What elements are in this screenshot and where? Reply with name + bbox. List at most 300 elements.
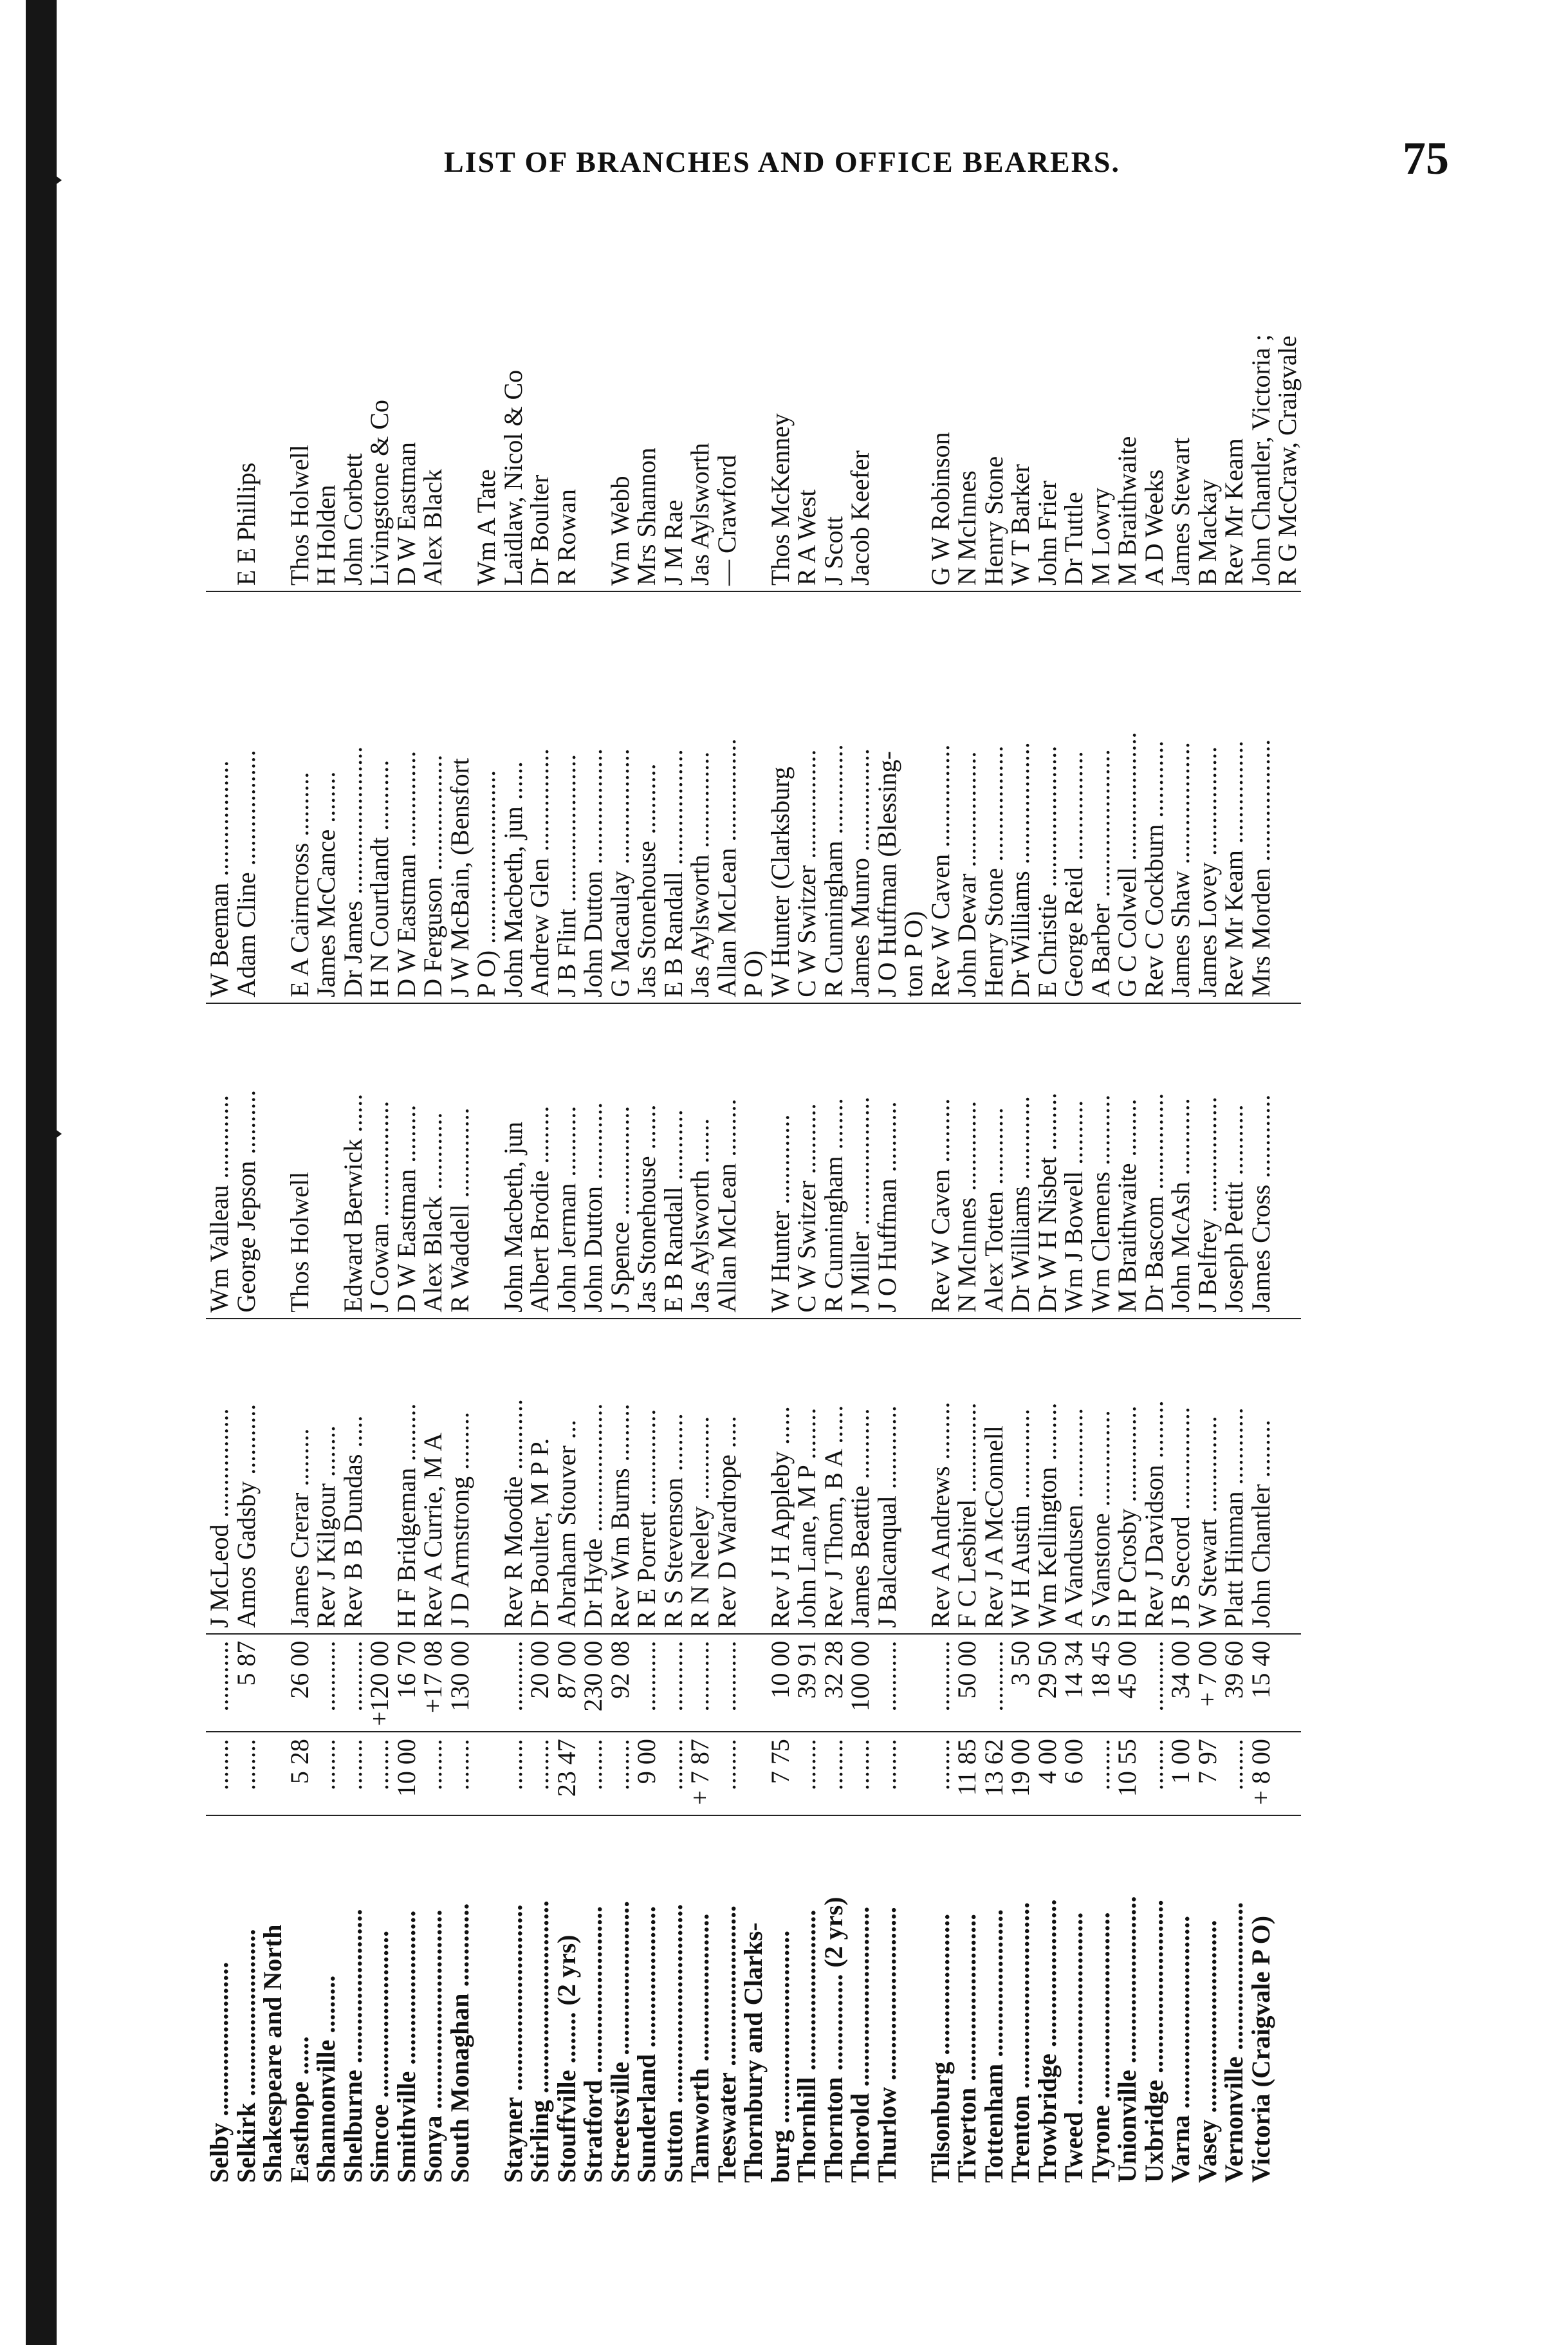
balance-cell: 23 47 xyxy=(553,1732,580,1815)
branch-name: Trowbridge ....................... xyxy=(1032,1899,1062,2183)
table-row xyxy=(607,257,634,2188)
contribution-cell: 10 00 xyxy=(767,1634,794,1732)
president-cell: Rev D Wardrope ..... xyxy=(714,1319,741,1634)
secretary-cell: J Miller .................... xyxy=(847,1003,874,1319)
contribution-cell xyxy=(473,1634,500,1732)
colporteur-cell: R A West xyxy=(793,257,820,591)
contribution-cell: 3 50 xyxy=(1007,1634,1034,1732)
contribution-cell: ........... xyxy=(687,1634,714,1732)
colporteur-cell: Thos Holwell xyxy=(286,257,313,591)
president-cell: Rev J A McConnell xyxy=(981,1319,1008,1634)
table-row xyxy=(206,257,233,2188)
secretary-cell: James Cross ............. xyxy=(1248,1003,1275,1319)
secretary-cell: Wm J Bowell .......... xyxy=(1060,1003,1087,1319)
contribution-cell: +17 08 xyxy=(420,1634,447,1732)
branch-name: Thornhill ......................... xyxy=(792,1909,821,2183)
table-row xyxy=(1194,257,1221,2188)
branch-name: Stayner ............................. xyxy=(498,1904,528,2183)
president-cell: Rev Wm Burns ......... xyxy=(607,1319,634,1634)
colporteur-cell: Laidlaw, Nicol & Co xyxy=(500,257,527,591)
contribution-cell xyxy=(900,1634,927,1732)
depositary-cell: W Beeman .................. xyxy=(206,591,233,1003)
depositary-cell xyxy=(1274,591,1301,1003)
depositary-cell: Jas Aylsworth ............... xyxy=(687,591,714,1003)
secretary-cell: Dr Williams ............. xyxy=(1007,1003,1034,1319)
president-cell: J B Secord ................ xyxy=(1167,1319,1194,1634)
branch-name: Selby ........................ xyxy=(205,1961,234,2183)
colporteur-cell: — Crawford xyxy=(714,257,741,591)
secretary-cell: Alex Black ............ xyxy=(420,1003,447,1319)
president-cell: Rev R Moodie ........... xyxy=(500,1319,527,1634)
branch-name: Tweed .............................. xyxy=(1059,1912,1088,2183)
contribution-cell: ........... xyxy=(313,1634,340,1732)
secretary-cell: Allan McLean ......... xyxy=(714,1003,741,1319)
branch-name: Stratford .......................... xyxy=(578,1906,607,2183)
contribution-cell: 14 34 xyxy=(1060,1634,1087,1732)
table-row xyxy=(313,257,340,2188)
table-row xyxy=(981,257,1008,2188)
colporteur-cell: W T Barker xyxy=(1007,257,1034,591)
colporteur-cell: Wm Webb xyxy=(607,257,634,591)
colporteur-cell xyxy=(900,257,927,591)
depositary-cell: D Ferguson .................. xyxy=(420,591,447,1003)
president-cell: Rev J H Appleby ...... xyxy=(767,1319,794,1634)
depositary-cell: J O Huffman (Blessing- xyxy=(874,591,901,1003)
contribution-cell: 15 40 xyxy=(1248,1634,1275,1732)
depositary-cell: E B Randall .................. xyxy=(660,591,687,1003)
branch-name: Thornbury and Clarks- xyxy=(739,1922,768,2183)
president-cell: Amos Gadsby ........... xyxy=(233,1319,260,1634)
table-row xyxy=(233,257,260,2188)
colporteur-cell xyxy=(447,257,474,591)
page-number: 75 xyxy=(1403,133,1449,184)
table-row xyxy=(847,257,874,2188)
binding-margin xyxy=(26,0,57,2345)
president-cell: John Chantler ......... xyxy=(1248,1319,1275,1634)
president-cell xyxy=(900,1319,927,1634)
secretary-cell: N McInnes .............. xyxy=(954,1003,981,1319)
president-cell: Rev A Andrews ......... xyxy=(927,1319,954,1634)
secretary-cell: John Jerman ........... xyxy=(553,1003,580,1319)
contribution-cell: ........... xyxy=(874,1634,901,1732)
branch-name xyxy=(900,1815,927,2188)
depositary-cell: Adam Cline .................. xyxy=(233,591,260,1003)
colporteur-cell xyxy=(874,257,901,591)
branch-name: Tottenham ....................... xyxy=(979,1909,1008,2183)
contribution-cell: 130 00 xyxy=(447,1634,474,1732)
depositary-cell: J B Flint ....................... xyxy=(553,591,580,1003)
table-row xyxy=(714,257,741,2188)
branches-table-body xyxy=(206,257,1301,2188)
colporteur-cell: Jas Aylsworth xyxy=(687,257,714,591)
branch-name: Sutton ............................... xyxy=(658,1904,688,2183)
branch-name: Unionville .......................... xyxy=(1112,1896,1141,2183)
balance-cell: ........ xyxy=(313,1732,340,1815)
balance-cell: 5 28 xyxy=(286,1732,313,1815)
balance-cell: 7 97 xyxy=(1194,1732,1221,1815)
table-row xyxy=(366,257,393,2188)
contribution-cell: 32 28 xyxy=(820,1634,847,1732)
balance-cell: ........ xyxy=(420,1732,447,1815)
balance-cell: 4 00 xyxy=(1034,1732,1061,1815)
secretary-cell: Albert Brodie ......... xyxy=(526,1003,553,1319)
branch-name: Streetsville ........................ xyxy=(605,1900,634,2183)
balance-cell: 11 85 xyxy=(954,1732,981,1815)
president-cell: John Lane, M P ........ xyxy=(793,1319,820,1634)
secretary-cell: George Jepson .......... xyxy=(233,1003,260,1319)
secretary-cell xyxy=(740,1003,767,1319)
depositary-cell: G C Colwell .................... xyxy=(1114,591,1141,1003)
contribution-cell: +120 00 xyxy=(366,1634,393,1732)
president-cell: H F Bridgeman ......... xyxy=(393,1319,420,1634)
branch-name xyxy=(1274,1815,1301,2188)
table-row xyxy=(1167,257,1194,2188)
balance-cell: ........ xyxy=(1141,1732,1168,1815)
table-row xyxy=(500,257,527,2188)
depositary-cell: John Macbeth, jun ...... xyxy=(500,591,527,1003)
colporteur-cell: R Rowan xyxy=(553,257,580,591)
secretary-cell xyxy=(259,1003,286,1319)
president-cell: Platt Hinman ............ xyxy=(1221,1319,1248,1634)
branch-name: Sunderland ...................... xyxy=(632,1905,661,2183)
branch-name: Easthope ...... xyxy=(284,2036,314,2183)
president-cell: Abraham Stouver ... xyxy=(553,1319,580,1634)
colporteur-cell: J Scott xyxy=(820,257,847,591)
president-cell: Rev A Currie, M A xyxy=(420,1319,447,1634)
balance-cell: ........ xyxy=(1221,1732,1248,1815)
president-cell: Rev J Davidson ......... xyxy=(1141,1319,1168,1634)
table-row xyxy=(1060,257,1087,2188)
depositary-cell: Mrs Morden ................... xyxy=(1248,591,1275,1003)
branch-name: Uxbridge ........................... xyxy=(1139,1900,1168,2183)
president-cell: J McLeod ................. xyxy=(206,1319,233,1634)
colporteur-cell: Alex Black xyxy=(420,257,447,591)
contribution-cell: 50 00 xyxy=(954,1634,981,1732)
branch-name: Stirling .............................. xyxy=(525,1900,554,2183)
balance-cell: ........ xyxy=(526,1732,553,1815)
contribution-cell: ........... xyxy=(660,1634,687,1732)
contribution-cell: 100 00 xyxy=(847,1634,874,1732)
president-cell: Rev J Kilgour ........ xyxy=(313,1319,340,1634)
contribution-cell: ........... xyxy=(340,1634,367,1732)
contribution-cell: ........... xyxy=(927,1634,954,1732)
balance-cell: ........ xyxy=(793,1732,820,1815)
secretary-cell: R Cunningham ........ xyxy=(820,1003,847,1319)
colporteur-cell xyxy=(206,257,233,591)
secretary-cell: Dr Bascom ............... xyxy=(1141,1003,1168,1319)
depositary-cell: G Macaulay .................. xyxy=(607,591,634,1003)
secretary-cell: John Macbeth, jun xyxy=(500,1003,527,1319)
depositary-cell: James Munro ................ xyxy=(847,591,874,1003)
secretary-cell: E B Randall ........... xyxy=(660,1003,687,1319)
contribution-cell: + 7 00 xyxy=(1194,1634,1221,1732)
secretary-cell xyxy=(473,1003,500,1319)
president-cell: James Beattie ........... xyxy=(847,1319,874,1634)
table-row xyxy=(1248,257,1275,2188)
secretary-cell: M Braithwaite ......... xyxy=(1114,1003,1141,1319)
president-cell: Wm Kellington ......... xyxy=(1034,1319,1061,1634)
branch-name: Shannonville ......... xyxy=(311,1975,340,2183)
table-row xyxy=(447,257,474,2188)
branches-table-rotated xyxy=(206,257,1428,2188)
depositary-cell: John Dewar .................. xyxy=(954,591,981,1003)
balance-cell: ........ xyxy=(607,1732,634,1815)
table-row xyxy=(340,257,367,2188)
balance-cell: ........ xyxy=(847,1732,874,1815)
colporteur-cell: R G McCraw, Craigvale xyxy=(1274,257,1301,591)
colporteur-cell: Rev Mr Keam xyxy=(1221,257,1248,591)
secretary-cell: Wm Clemens ........... xyxy=(1087,1003,1114,1319)
president-cell xyxy=(259,1319,286,1634)
contribution-cell: 16 70 xyxy=(393,1634,420,1732)
depositary-cell: C W Switzer ................. xyxy=(793,591,820,1003)
president-cell: Rev J Thom, B A ...... xyxy=(820,1319,847,1634)
margin-arrow-marker xyxy=(42,166,62,194)
balance-cell: 7 75 xyxy=(767,1732,794,1815)
president-cell: R E Porrett ............... xyxy=(633,1319,660,1634)
depositary-cell: ton P O) xyxy=(900,591,927,1003)
colporteur-cell: John Chantler, Victoria ; xyxy=(1248,257,1275,591)
branch-name: Victoria (Craigvale P O) xyxy=(1246,1915,1275,2183)
balance-cell: + 8 00 xyxy=(1248,1732,1275,1815)
table-row xyxy=(420,257,447,2188)
balance-cell: ........ xyxy=(366,1732,393,1815)
depositary-cell: W Hunter (Clarksburg xyxy=(767,591,794,1003)
secretary-cell: J Spence ................. xyxy=(607,1003,634,1319)
table-row xyxy=(1141,257,1168,2188)
depositary-cell: John Dutton .................. xyxy=(580,591,607,1003)
branch-name: Thurlow ........................... xyxy=(872,1907,901,2183)
secretary-cell xyxy=(900,1003,927,1319)
colporteur-cell: John Frier xyxy=(1034,257,1061,591)
secretary-cell: Edward Berwick ...... xyxy=(340,1003,367,1319)
balance-cell xyxy=(1274,1732,1301,1815)
balance-cell: 6 00 xyxy=(1060,1732,1087,1815)
branch-name: Varna .............................. xyxy=(1166,1915,1195,2183)
president-cell: J Balcanqual ............. xyxy=(874,1319,901,1634)
table-row xyxy=(687,257,714,2188)
secretary-cell: J Belfrey .................. xyxy=(1194,1003,1221,1319)
secretary-cell: Alex Totten ............ xyxy=(981,1003,1008,1319)
contribution-cell: 230 00 xyxy=(580,1634,607,1732)
contribution-cell: 29 50 xyxy=(1034,1634,1061,1732)
depositary-cell: P O) xyxy=(740,591,767,1003)
balance-cell: 10 55 xyxy=(1114,1732,1141,1815)
balance-cell: 1 00 xyxy=(1167,1732,1194,1815)
contribution-cell: ........... xyxy=(633,1634,660,1732)
branch-name: Stouffville ........ (2 yrs) xyxy=(551,1934,581,2183)
depositary-cell: J W McBain, (Bensfort xyxy=(447,591,474,1003)
margin-arrow-marker xyxy=(42,1120,62,1148)
contribution-cell: 39 91 xyxy=(793,1634,820,1732)
branch-name: Selkirk .......................... xyxy=(231,1929,261,2183)
balance-cell xyxy=(473,1732,500,1815)
branch-name: South Monaghan ............. xyxy=(445,1903,474,2183)
secretary-cell: John Dutton ............ xyxy=(580,1003,607,1319)
balance-cell: ........ xyxy=(206,1732,233,1815)
balance-cell xyxy=(740,1732,767,1815)
branch-name: Tiverton .......................... xyxy=(952,1913,981,2183)
table-row xyxy=(1274,257,1301,2188)
secretary-cell: Thos Holwell xyxy=(286,1003,313,1319)
secretary-cell: Wm Valleau ............. xyxy=(206,1003,233,1319)
depositary-cell xyxy=(259,591,286,1003)
president-cell xyxy=(740,1319,767,1634)
branches-table xyxy=(206,257,1301,2188)
branch-name: Vasey .............................. xyxy=(1192,1920,1222,2183)
balance-cell: ........ xyxy=(447,1732,474,1815)
colporteur-cell: H Holden xyxy=(313,257,340,591)
table-row xyxy=(1221,257,1248,2188)
contribution-cell: 5 87 xyxy=(233,1634,260,1732)
president-cell: Dr Boulter, M P P. xyxy=(526,1319,553,1634)
president-cell: H P Crosby ............... xyxy=(1114,1319,1141,1634)
table-row xyxy=(874,257,901,2188)
balance-cell: ........ xyxy=(660,1732,687,1815)
colporteur-cell: Mrs Shannon xyxy=(633,257,660,591)
contribution-cell xyxy=(259,1634,286,1732)
contribution-cell: 20 00 xyxy=(526,1634,553,1732)
president-cell: R S Stevenson ......... xyxy=(660,1319,687,1634)
contribution-cell: 92 08 xyxy=(607,1634,634,1732)
secretary-cell xyxy=(313,1003,340,1319)
contribution-cell: 18 45 xyxy=(1087,1634,1114,1732)
secretary-cell: W Hunter .............. xyxy=(767,1003,794,1319)
balance-cell: 9 00 xyxy=(633,1732,660,1815)
contribution-cell: 39 60 xyxy=(1221,1634,1248,1732)
colporteur-cell: Jacob Keefer xyxy=(847,257,874,591)
colporteur-cell: Henry Stone xyxy=(981,257,1008,591)
balance-cell: + 7 87 xyxy=(687,1732,714,1815)
depositary-cell: E A Cairncross .......... xyxy=(286,591,313,1003)
table-row xyxy=(767,257,794,2188)
president-cell: W Stewart ............... xyxy=(1194,1319,1221,1634)
colporteur-cell xyxy=(259,257,286,591)
table-row xyxy=(393,257,420,2188)
president-cell: James Crerar ......... xyxy=(286,1319,313,1634)
branch-name: burg .............................. xyxy=(765,1930,795,2183)
colporteur-cell: John Corbett xyxy=(340,257,367,591)
colporteur-cell: E E Phillips xyxy=(233,257,260,591)
branch-name: Tilsonburg ...................... xyxy=(925,1913,955,2183)
president-cell: J D Armstrong ......... xyxy=(447,1319,474,1634)
depositary-cell: George Reid ................. xyxy=(1060,591,1087,1003)
table-row xyxy=(740,257,767,2188)
president-cell: S Vanstone ............... xyxy=(1087,1319,1114,1634)
colporteur-cell: B Mackay xyxy=(1194,257,1221,591)
balance-cell: ........ xyxy=(500,1732,527,1815)
branch-name xyxy=(473,1815,500,2188)
colporteur-cell: J M Rae xyxy=(660,257,687,591)
branch-name: Smithville ........................ xyxy=(391,1910,421,2183)
depositary-cell: P O) ........................... xyxy=(473,591,500,1003)
contribution-cell xyxy=(1274,1634,1301,1732)
president-cell: Dr Hyde .................... xyxy=(580,1319,607,1634)
contribution-cell: 34 00 xyxy=(1167,1634,1194,1732)
balance-cell: ........ xyxy=(820,1732,847,1815)
depositary-cell: H N Courtlandt ........... xyxy=(366,591,393,1003)
depositary-cell: R Cunningham .............. xyxy=(820,591,847,1003)
depositary-cell: James Shaw ................... xyxy=(1167,591,1194,1003)
president-cell xyxy=(473,1319,500,1634)
contribution-cell xyxy=(740,1634,767,1732)
colporteur-cell: Wm A Tate xyxy=(473,257,500,591)
table-row xyxy=(927,257,954,2188)
secretary-cell: R Waddell .............. xyxy=(447,1003,474,1319)
balance-cell: 10 00 xyxy=(393,1732,420,1815)
colporteur-cell: James Stewart xyxy=(1167,257,1194,591)
branch-name: Thornton ............... (2 yrs) xyxy=(818,1896,848,2183)
secretary-cell: J Cowan .................. xyxy=(366,1003,393,1319)
table-row xyxy=(633,257,660,2188)
balance-cell: ........ xyxy=(927,1732,954,1815)
secretary-cell: John McAsh ............ xyxy=(1167,1003,1194,1319)
table-row xyxy=(473,257,500,2188)
table-row xyxy=(900,257,927,2188)
depositary-cell: Dr Williams ................... xyxy=(1007,591,1034,1003)
colporteur-cell: M Lowry xyxy=(1087,257,1114,591)
colporteur-cell: Thos McKenney xyxy=(767,257,794,591)
branch-name: Shakespeare and North xyxy=(258,1924,287,2183)
table-row xyxy=(1114,257,1141,2188)
contribution-cell: ........... xyxy=(1141,1634,1168,1732)
balance-cell: 13 62 xyxy=(981,1732,1008,1815)
branch-name: Simcoe .......................... xyxy=(365,1930,394,2183)
contribution-cell: ........... xyxy=(500,1634,527,1732)
branch-name: Shelburne ........................ xyxy=(338,1909,367,2183)
branch-name: Trenton ............................. xyxy=(1006,1902,1035,2183)
secretary-cell: C W Switzer ........... xyxy=(793,1003,820,1319)
secretary-cell: D W Eastman ......... xyxy=(393,1003,420,1319)
table-row xyxy=(259,257,286,2188)
depositary-cell: Henry Stone .................. xyxy=(981,591,1008,1003)
depositary-cell: Andrew Glen ................ xyxy=(526,591,553,1003)
depositary-cell: A Barber ....................... xyxy=(1087,591,1114,1003)
colporteur-cell: Livingstone & Co xyxy=(366,257,393,591)
depositary-cell: Jas Stonehouse ........... xyxy=(633,591,660,1003)
colporteur-cell: D W Eastman xyxy=(393,257,420,591)
colporteur-cell: G W Robinson xyxy=(927,257,954,591)
contribution-cell: ........... xyxy=(981,1634,1008,1732)
contribution-cell: ........... xyxy=(206,1634,233,1732)
contribution-cell: ........... xyxy=(714,1634,741,1732)
colporteur-cell: A D Weeks xyxy=(1141,257,1168,591)
balance-cell: ........ xyxy=(874,1732,901,1815)
table-row xyxy=(954,257,981,2188)
branch-name: Teeswater ......................... xyxy=(712,1905,741,2183)
colporteur-cell xyxy=(580,257,607,591)
contribution-cell: 45 00 xyxy=(1114,1634,1141,1732)
balance-cell: ........ xyxy=(340,1732,367,1815)
secretary-cell: Jas Stonehouse ....... xyxy=(633,1003,660,1319)
president-cell: A Vandusen .............. xyxy=(1060,1319,1087,1634)
table-row xyxy=(580,257,607,2188)
secretary-cell: Rev W Caven .......... xyxy=(927,1003,954,1319)
secretary-cell: J O Huffman ........... xyxy=(874,1003,901,1319)
table-row xyxy=(526,257,553,2188)
branch-name: Sonya ............................... xyxy=(418,1909,447,2183)
colporteur-cell: Dr Boulter xyxy=(526,257,553,591)
depositary-cell: James Lovey ................. xyxy=(1194,591,1221,1003)
balance-cell: ........ xyxy=(580,1732,607,1815)
depositary-cell: Rev C Cockburn ............ xyxy=(1141,591,1168,1003)
contribution-cell: 26 00 xyxy=(286,1634,313,1732)
balance-cell xyxy=(900,1732,927,1815)
branch-name: Tyrone ............................. xyxy=(1085,1912,1115,2183)
contribution-cell: 87 00 xyxy=(553,1634,580,1732)
president-cell: F C Lesbirel .............. xyxy=(954,1319,981,1634)
table-row xyxy=(660,257,687,2188)
